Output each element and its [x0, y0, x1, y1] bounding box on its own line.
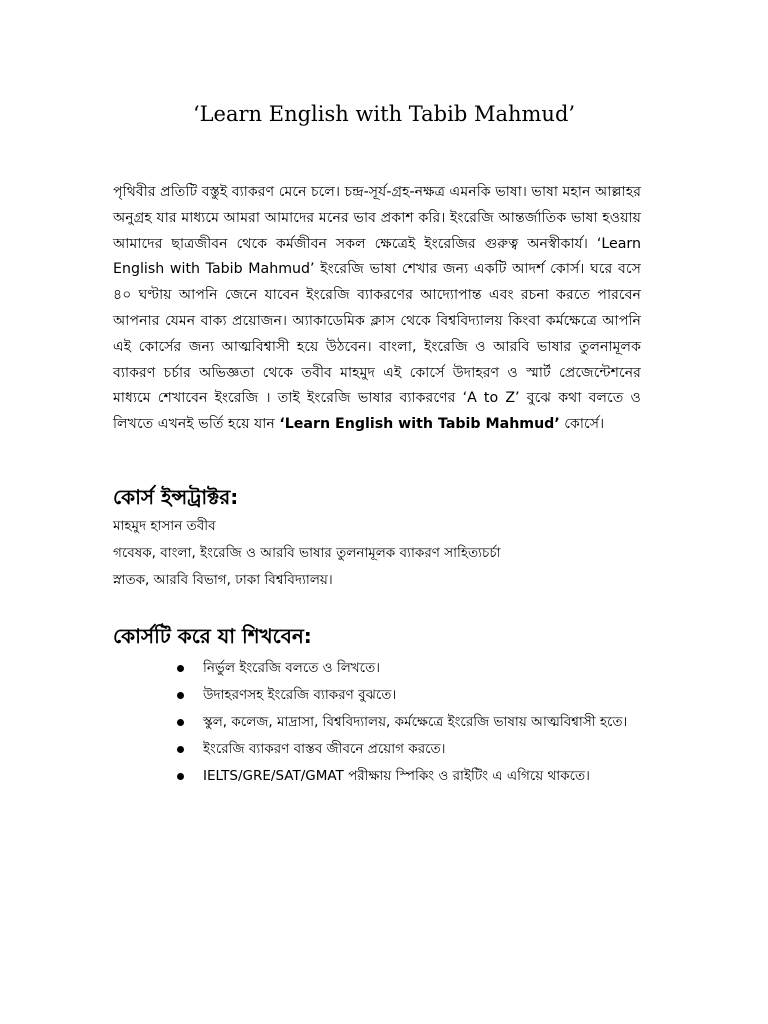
bullet-icon — [177, 773, 184, 780]
list-item-text: স্কুল, কলেজ, মাদ্রাসা, বিশ্ববিদ্যালয়, কর্মক্ষেত্রে ইংরেজি ভাষায় আত্মবিশ্বাসী হতে। — [203, 714, 628, 730]
list-item — [175, 763, 627, 790]
list-item — [175, 655, 627, 682]
learn-heading: কোর্সটি করে যা শিখবেন: — [113, 624, 312, 648]
learn-list — [175, 655, 627, 790]
list-item-text: উদাহরণসহ ইংরেজি ব্যাকরণ বুঝতে। — [203, 687, 397, 703]
intro-closing: কোর্সে। — [559, 416, 605, 433]
instructor-education: স্নাতক, আরবি বিভাগ, ঢাকা বিশ্ববিদ্যালয়। — [113, 572, 333, 588]
intro-paragraph — [113, 180, 641, 438]
bullet-icon — [177, 665, 184, 672]
list-item — [175, 682, 627, 709]
list-item-text: IELTS/GRE/SAT/GMAT পরীক্ষায় স্পিকিং ও রাইটিং এ এগিয়ে থাকতে। — [203, 768, 590, 784]
instructor-info — [113, 513, 501, 594]
list-item — [175, 736, 627, 763]
list-item-text: ইংরেজি ব্যাকরণ বাস্তব জীবনে প্রয়োগ করতে। — [203, 741, 446, 757]
list-item — [175, 709, 627, 736]
bullet-icon — [177, 692, 184, 699]
instructor-role: গবেষক, বাংলা, ইংরেজি ও আরবি ভাষার তুলনামূলক ব্যাকরণ সাহিত্যচর্চা — [113, 545, 501, 561]
intro-text: পৃথিবীর প্রতিটি বস্তুই ব্যাকরণ মেনে চলে। চন্দ্র-সূর্য-গ্রহ-নক্ষত্র এমনকি ভাষা। ভাষা মহান আল্লাহর অনুগ্রহ যার মাধ্যমে আমরা আমাদের মনের ভাব প্রকাশ করি। ইংরেজি আন্তর্জাতিক ভাষা হওয়ায় আমাদের ছাত্রজীবন থেকে কর্মজীবন সকল ক্ষেত্রেই ইংরেজির গুরুত্ব অনস্বীকার্য। ‘Learn English with Tabib Mahmud’ ইংরেজি ভাষা শেখার জন্য একটি আদর্শ কোর্স। ঘরে বসে ৪০ ঘণ্টায় আপনি জেনে যাবেন ইংরেজি ব্যাকরণের আদ্যোপান্ত এবং রচনা করতে পারবেন আপনার যেমন বাক্য প্রয়োজন। অ্যাকাডেমিক ক্লাস থেকে বিশ্ববিদ্যালয় কিংবা কর্মক্ষেত্রে আপনি এই কোর্সের জন্য আত্মবিশ্বাসী হয়ে উঠবেন। বাংলা, ইংরেজি ও আরবি ভাষার তুলনামূলক ব্যাকরণ চর্চার অভিজ্ঞতা থেকে তবীব মাহমুদ এই কোর্সে উদাহরণ ও স্মার্ট প্রেজেন্টেশনের মাধ্যমে শেখাবেন ইংরেজি । তাই ইংরেজি ভাষার ব্যাকরণের ‘A to Z’ বুঝে কথা বলতে ও লিখতে এখনই ভর্তি হয়ে যান — [113, 184, 641, 433]
list-item-text: নির্ভুল ইংরেজি বলতে ও লিখতে। — [203, 660, 381, 676]
course-name-bold: ‘Learn English with Tabib Mahmud’ — [279, 416, 560, 433]
bullet-icon — [177, 719, 184, 726]
bullet-icon — [177, 746, 184, 753]
instructor-name: মাহমুদ হাসান তবীব — [113, 518, 216, 534]
document-title: ‘Learn English with Tabib Mahmud’ — [192, 102, 576, 126]
instructor-heading: কোর্স ইন্সট্রাক্টর: — [113, 485, 239, 509]
